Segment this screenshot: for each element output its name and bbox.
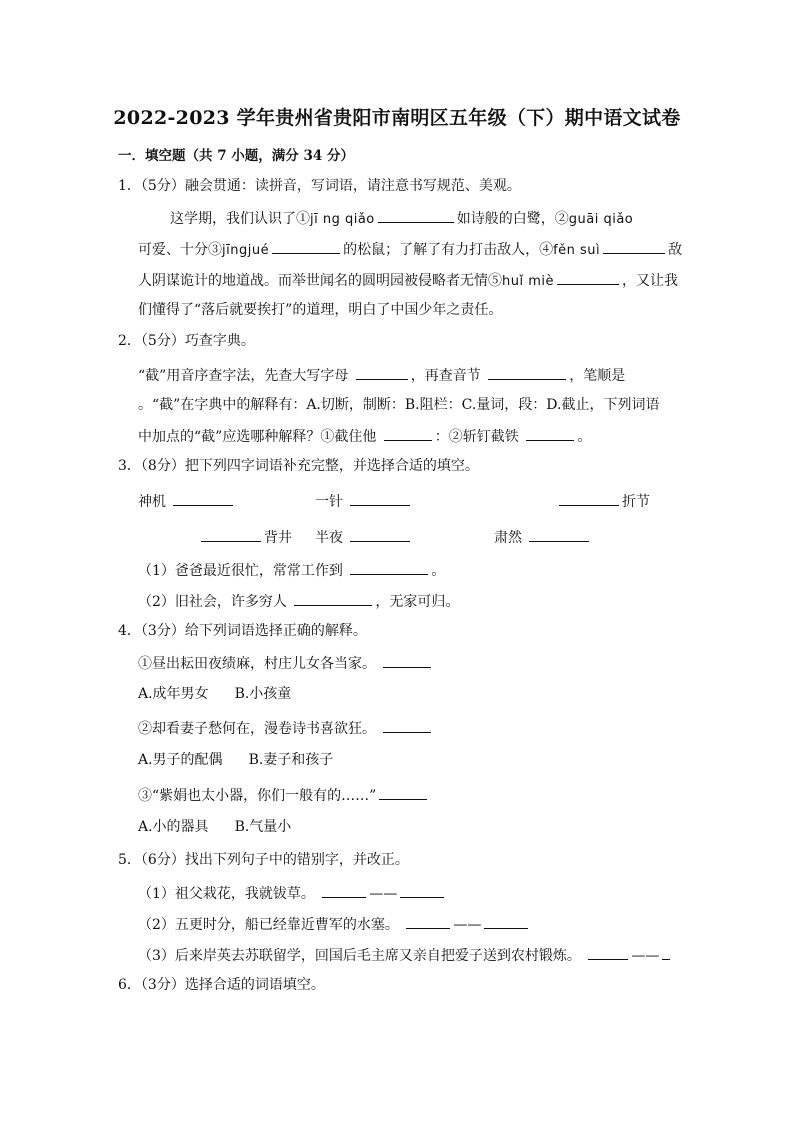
answer-blank[interactable] [294, 590, 372, 606]
answer-blank[interactable] [559, 490, 619, 506]
answer-blank[interactable] [484, 913, 528, 929]
answer-blank[interactable] [379, 784, 427, 800]
answer-blank[interactable] [350, 490, 410, 506]
answer-blank[interactable] [201, 526, 261, 542]
q3-sentence-1: （1）爸爸最近很忙，常常工作到 。 [138, 559, 445, 581]
option-b[interactable]: B.小孩童 [234, 686, 292, 702]
q2-line1: “截”用音序查字法，先查大写字母 ，再查音节 ，笔顺是 [138, 364, 625, 386]
option-a[interactable]: A.小的器具 [138, 819, 209, 835]
q4-item-3: ③“紫娟也太小器，你们一般有的……” [138, 784, 430, 806]
q2-line3: 中加点的“截”应选哪种解释？①截住他 ：②斩钉截铁 。 [138, 425, 591, 447]
option-a[interactable]: A.男子的配偶 [138, 752, 223, 768]
answer-blank[interactable] [526, 425, 574, 441]
q5-sentence-1: （1）祖父栽花，我就钹草。 —— [138, 882, 447, 904]
answer-blank[interactable] [383, 652, 431, 668]
q3-heading: 3．（8分）把下列四字词语补充完整，并选择合适的填空。 [118, 458, 479, 474]
q3-sentence-2: （2）旧社会，许多穷人 ，无家可归。 [138, 590, 459, 612]
answer-blank[interactable] [488, 364, 566, 380]
answer-blank[interactable] [529, 526, 589, 542]
q5-sentence-2: （2）五更时分，船已经靠近曹军的水塞。 —— [138, 913, 531, 935]
section-heading: 一．填空题（共 7 小题，满分 34 分） [118, 148, 354, 164]
answer-blank[interactable] [322, 882, 366, 898]
answer-blank[interactable] [588, 944, 628, 960]
q6-heading: 6．（3分）选择合适的词语填空。 [118, 977, 325, 993]
option-b[interactable]: B.气量小 [234, 819, 292, 835]
answer-blank[interactable] [662, 944, 670, 960]
q3-idiom-2: 一针 [315, 490, 413, 512]
q4-item-1-options [138, 684, 291, 704]
q1-line4: 们懂得了“落后就要挨打”的道理，明白了中国少年之责任。 [138, 302, 503, 318]
q3-idiom-4: 背井 [198, 526, 292, 548]
q4-item-2-options [138, 750, 333, 770]
answer-blank[interactable] [350, 526, 410, 542]
q1-line2: 可爱、十分③jīngjué 的松鼠；了解了有力打击敌人，④fěn suì 敌 [138, 238, 682, 261]
q3-idiom-5: 半夜 [315, 526, 413, 548]
option-b[interactable]: B.妻子和孩子 [248, 752, 334, 768]
answer-blank[interactable] [384, 425, 432, 441]
answer-blank[interactable] [173, 490, 233, 506]
answer-blank[interactable] [356, 364, 408, 380]
answer-blank[interactable] [378, 207, 454, 223]
q5-heading: 5．（6分）找出下列句子中的错别字，并改正。 [118, 852, 409, 868]
q3-idiom-6: 肃然 [494, 526, 592, 548]
answer-blank[interactable] [400, 882, 444, 898]
pinyin-4: fěn suì [553, 243, 601, 258]
q3-idiom-1: 神机 [138, 490, 236, 512]
q4-item-3-options [138, 817, 291, 837]
q4-heading: 4．（3分）给下列词语选择正确的解释。 [118, 623, 367, 639]
answer-blank[interactable] [350, 559, 428, 575]
answer-blank[interactable] [383, 717, 431, 733]
option-a[interactable]: A.成年男女 [138, 686, 209, 702]
q3-idiom-3: 折节 [556, 490, 650, 512]
q5-sentence-3: （3）后来岸英去苏联留学，回国后毛主席又亲自把爱子送到农村锻炼。 —— [138, 944, 673, 966]
answer-blank[interactable] [272, 238, 340, 254]
answer-blank[interactable] [603, 238, 665, 254]
page-title: 2022-2023 学年贵州省贵阳市南明区五年级（下）期中语文试卷 [113, 107, 681, 129]
q1-heading: 1．（5分）融会贯通：读拼音，写词语，请注意书写规范、美观。 [118, 178, 521, 194]
answer-blank[interactable] [557, 269, 619, 285]
pinyin-5: huǐ miè [502, 274, 554, 289]
q2-line2: 。“截”在字典中的解释有：A.切断，制断：B.阻栏：C.量词，段：D.截止，下列词语 [138, 397, 660, 413]
q1-line1: 这学期，我们认识了①jī ng qiǎo 如诗般的白鹭，②guāi qiǎo [170, 207, 633, 230]
answer-blank[interactable] [406, 913, 450, 929]
pinyin-3: jīngjué [222, 243, 270, 258]
q4-item-1: ①昼出耘田夜绩麻，村庄儿女各当家。 [138, 652, 434, 674]
q1-line3: 人阴谋诡计的地道战。而举世闻名的圆明园被侵略者无情⑤huǐ miè ，又让我 [138, 269, 678, 292]
q4-item-2: ②却看妻子愁何在，漫卷诗书喜欲狂。 [138, 717, 434, 739]
pinyin-2: guāi qiǎo [568, 212, 634, 227]
q2-heading: 2．（5分）巧查字典。 [118, 333, 255, 349]
pinyin-1: jī ng qiǎo [310, 212, 375, 227]
